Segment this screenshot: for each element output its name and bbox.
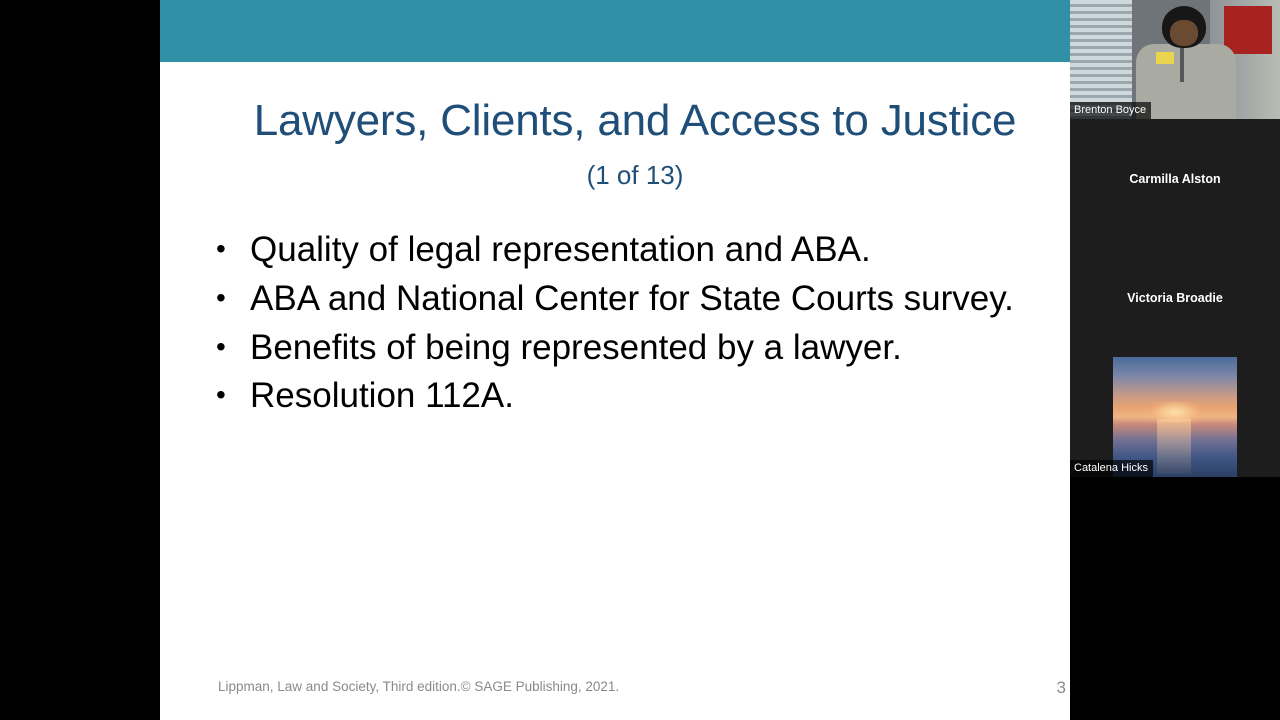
shared-slide bbox=[160, 0, 1110, 720]
profile-photo-sunset bbox=[1113, 357, 1237, 477]
slide-accent-bar bbox=[160, 0, 1110, 62]
list-item bbox=[212, 228, 1110, 273]
participant-tile-video[interactable] bbox=[1070, 0, 1280, 119]
bullet-glyph: • bbox=[216, 330, 226, 362]
participant-tile-photo[interactable] bbox=[1070, 357, 1280, 477]
bullet-text: Benefits of being represented by a lawyer. bbox=[250, 327, 902, 367]
participant-name: Brenton Boyce bbox=[1070, 102, 1151, 119]
bullet-glyph: • bbox=[216, 281, 226, 313]
hoodie-cord bbox=[1180, 48, 1184, 82]
slide-page-number: 3 bbox=[1056, 678, 1066, 697]
list-item bbox=[212, 277, 1110, 322]
bullet-text: Resolution 112A. bbox=[250, 376, 514, 416]
slide-credit: Lippman, Law and Society, Third edition.© SAGE Publishing, 2021. bbox=[218, 679, 620, 694]
participant-tile-audio-only[interactable] bbox=[1070, 119, 1280, 238]
list-item bbox=[212, 326, 1110, 371]
bullet-glyph: • bbox=[216, 233, 226, 264]
bullet-text: ABA and National Center for State Courts survey. bbox=[250, 278, 1014, 318]
slide-bullet-list bbox=[212, 228, 1110, 423]
participant-name: Carmilla Alston bbox=[1129, 171, 1221, 186]
water-reflection bbox=[1157, 419, 1191, 474]
rail-empty-area bbox=[1070, 477, 1280, 720]
participant-name: Catalena Hicks bbox=[1070, 460, 1153, 477]
bullet-glyph: • bbox=[216, 379, 226, 411]
red-panel bbox=[1224, 6, 1272, 54]
list-item bbox=[212, 374, 1110, 419]
slide-subtitle: (1 of 13) bbox=[586, 160, 684, 190]
bullet-text: Quality of legal representation and ABA. bbox=[250, 230, 871, 269]
name-badge bbox=[1156, 52, 1174, 64]
slide-title: Lawyers, Clients, and Access to Justice bbox=[253, 96, 1017, 145]
person-face bbox=[1170, 20, 1198, 46]
participant-tile-audio-only[interactable] bbox=[1070, 238, 1280, 357]
participant-rail bbox=[1070, 0, 1280, 477]
participant-name: Victoria Broadie bbox=[1127, 290, 1223, 305]
